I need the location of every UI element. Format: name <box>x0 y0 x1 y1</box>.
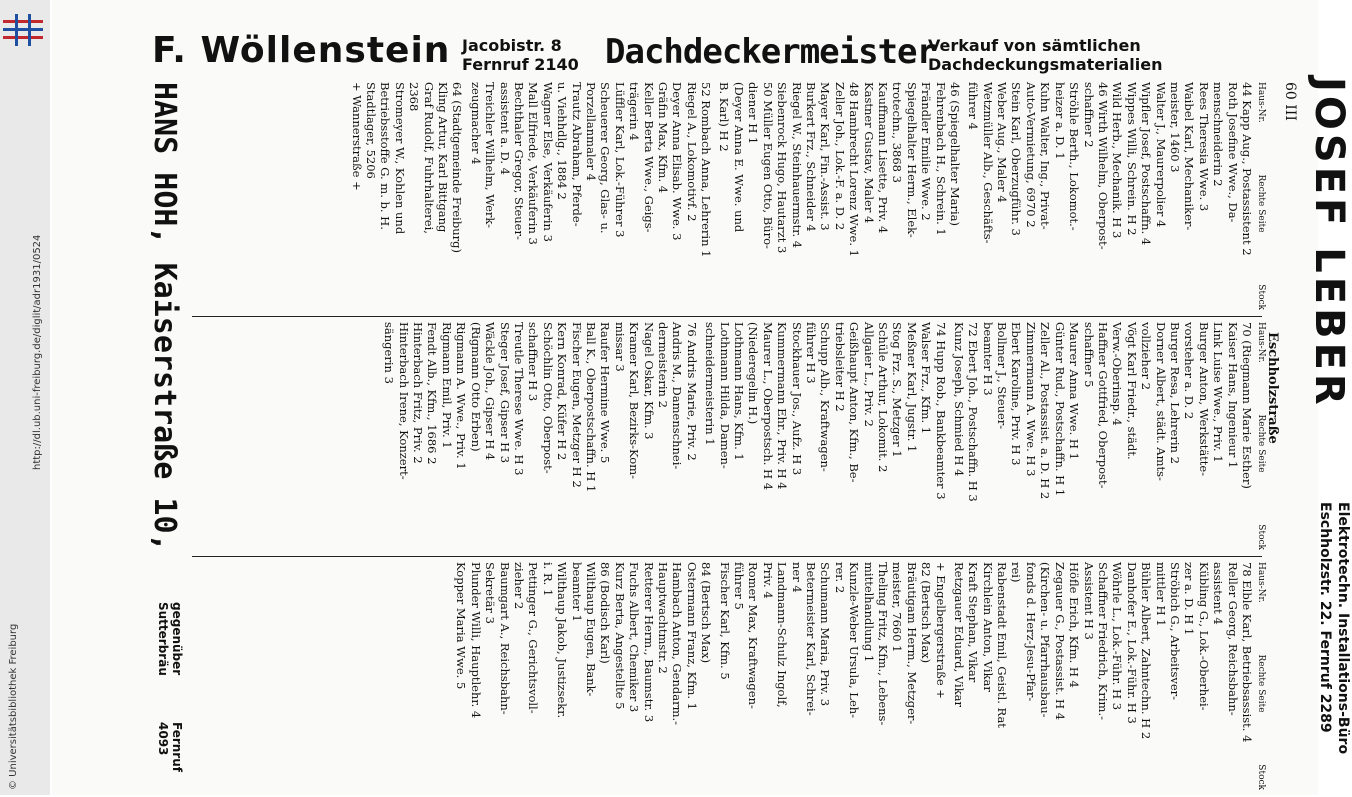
directory-entry: Fischer Eugen, Metzger H 2 <box>569 322 584 488</box>
directory-entry: Schaffner Friedrich, Krim.- <box>1095 562 1110 720</box>
directory-entry: beamter 1 <box>569 562 584 622</box>
directory-entry: Siebenrock Hugo, Hautarzt 3 <box>775 82 790 254</box>
directory-column <box>468 82 713 310</box>
directory-column <box>349 82 464 310</box>
directory-entry: trotechn., 3868 3 <box>890 82 905 183</box>
directory-entry: Kaiser Hans, Ingenieur 1 <box>1225 322 1240 469</box>
directory-entry: Zeller Al., Postassist. a. D. H 2 <box>1038 322 1053 500</box>
directory-entry: Lothmann Hans, Kfm. 1 <box>731 322 746 461</box>
directory-column <box>382 322 699 550</box>
directory-entry: Vögt Karl Friedr., städt. <box>1124 322 1139 460</box>
directory-entry: Landmann-Schulz Ingolf, <box>775 562 790 708</box>
directory-entry: Kramer Karl, Bezirks-Kom- <box>627 322 642 479</box>
directory-entry: Fendt Alb., Kfm., 1686 2 <box>425 322 440 465</box>
directory-entry: Geißhaupt Anton, Kfm., Be- <box>847 322 862 483</box>
directory-entry: Bollmer J., Steuer- <box>995 322 1010 430</box>
directory-entry: Fehrenbach H., Schrein. 1 <box>933 82 948 236</box>
directory-entry: Stein Karl, Oberzugführ. 3 <box>1009 82 1024 236</box>
directory-entry: 84 (Bertsch Max) <box>699 562 714 664</box>
directory-entry: Schupp Alb., Kraftwagen- <box>818 322 833 472</box>
hoh-phone: Fernruf 4093 <box>156 722 184 772</box>
directory-entry: (Deyer Anna E. Wwe. und <box>731 82 746 233</box>
directory-entry: Hinterbach Fritz, Priv. 2 <box>411 322 426 464</box>
copyright-note: © Universitätsbibliothek Freiburg <box>8 623 19 790</box>
street-title: Eschholzstraße <box>1265 332 1280 444</box>
directory-entry: Steger Josef, Gipser H 3 <box>497 322 512 464</box>
directory-entry: Plunder Willi, Hauptlehr. 4 <box>468 562 483 719</box>
col-header-hausnr: Haus-Nr. <box>1256 562 1266 603</box>
directory-entry: + Wannerstraße + <box>349 82 364 191</box>
logo-icon <box>3 10 43 50</box>
rotated-directory <box>132 77 1352 797</box>
page-number: 60 III <box>1282 82 1298 121</box>
col-header-hausnr: Haus-Nr. <box>1256 82 1266 123</box>
directory-entry: 46 Wirth Wilhelm, Oberpost- <box>1095 82 1110 250</box>
directory-entry: Wagner Else, Verkäuferin 3 <box>540 82 555 242</box>
directory-column <box>951 562 1254 790</box>
directory-entry: Bechthaler Gregor, Steuer- <box>511 82 526 240</box>
directory-entry: B. Karl) H 2 <box>717 82 732 152</box>
directory-entry: (Rigmann Otto Erben) <box>468 322 483 452</box>
directory-entry: Wetzmüller Alb., Geschäfts- <box>980 82 995 244</box>
directory-entry: 48 Hambrecht Lorenz Wwe. 1 <box>847 82 862 257</box>
directory-entry: Bräutigam Herm., Metzger- <box>904 562 919 725</box>
directory-column <box>966 82 1254 310</box>
directory-entry: beamter H 3 <box>980 322 995 396</box>
directory-entry: Lothmann Hilda, Damen- <box>717 322 732 469</box>
directory-entry: Wipfler Josef, Postschaffn. 4 <box>1139 82 1154 246</box>
directory-entry: Graf Rudolf, Fuhrhalterei, <box>421 82 436 234</box>
directory-entry: führer 4 <box>966 82 981 130</box>
directory-entry: 82 (Bertsch Max) <box>919 562 934 664</box>
directory-entry: Meßner Karl, Jugstr. 1 <box>904 322 919 453</box>
directory-entry: 52 Rombach Anna, Lehrerin 1 <box>699 82 714 258</box>
directory-entry: Frändler Emilie Wwe. 2 <box>919 82 934 221</box>
directory-entry: assistent 4 <box>1211 562 1226 625</box>
directory-entry: meister, 7660 1 <box>890 562 905 653</box>
directory-entry: meister, 1460 3 <box>1167 82 1182 173</box>
directory-column <box>717 82 962 310</box>
directory-entry: führer H 3 <box>803 322 818 384</box>
directory-entry: 44 Kapp Aug., Postassistent 2 <box>1240 82 1254 256</box>
directory-entry: Rabenstadt Emil, Geistl. Rat <box>995 562 1010 728</box>
directory-entry: Zegauer G., Postassist. H 4 <box>1052 562 1067 721</box>
directory-entry: Kauffmann Lisette, Priv. 4 <box>875 82 890 234</box>
directory-entry: Bühler Albert, Zahntechn. H 2 <box>1139 562 1154 740</box>
directory-entry: Scheuerer Georg, Glas- u. <box>598 82 613 234</box>
directory-entry: assistent a. D. 4 <box>497 82 512 175</box>
directory-entry: i. R. 1 <box>540 562 555 597</box>
directory-entry: Treutle Therese Wwe. H 3 <box>511 322 526 476</box>
directory-entry: Wilthaup Eugen, Bank- <box>583 562 598 697</box>
directory-entry: ner 4 <box>789 562 804 593</box>
directory-entry: u. Viehhdlg., 1884 2 <box>555 82 570 200</box>
directory-entry: (Kirchen- u. Pfarrhausbau- <box>1038 562 1053 718</box>
col-header-side: Rechte Seite <box>1256 654 1266 713</box>
directory-entry: Riegel W., Steinhauermstr. 4 <box>789 82 804 249</box>
directory-entry: Link Luise Wwe., Priv. 1 <box>1211 322 1226 463</box>
directory-entry: Stog Frz. S., Metzger 1 <box>890 322 905 458</box>
directory-entry: Stadtlager, 5206 <box>363 82 378 179</box>
directory-entry: Stockhauer Jos., Aufz. H 3 <box>789 322 804 476</box>
directory-entry: 72 Ebert Joh., Postschaffn. H 3 <box>966 322 981 502</box>
directory-entry: Baumgart A., Reichsbahn- <box>497 562 512 715</box>
directory-entry: Schumann Maria, Priv. 3 <box>818 562 833 707</box>
directory-entry: sängerin 3 <box>382 322 397 384</box>
directory-entry: Ströhle Berth., Lokomot.- <box>1067 82 1082 231</box>
col-header-stock: Stock <box>1256 284 1266 310</box>
directory-entry: 86 (Bodisch Karl) <box>598 562 613 664</box>
directory-entry: Kastner Gustav, Maler 4 <box>861 82 876 224</box>
directory-entry: fonds d. Herz-Jesu-Pfar- <box>1023 562 1038 702</box>
column-header <box>1252 322 1268 550</box>
directory-entry: Stromeyer W., Kohlen und <box>392 82 407 235</box>
directory-entry: Reller Georg, Reichsbahn- <box>1225 562 1240 716</box>
directory-column <box>717 562 948 790</box>
directory-entry: Ströbich G., Arbeitsver- <box>1167 562 1182 701</box>
directory-entry: 74 Hupp Rob., Bankbeamter 3 <box>933 322 948 500</box>
directory-entry: Rees Theresia Wwe. 3 <box>1196 82 1211 212</box>
leber-info: Elektrotechn. Installations-Büro Eschholzstr. 22. Fernruf 2289 <box>1317 502 1351 755</box>
source-url[interactable]: http://dl.ub.uni-freiburg.de/diglit/adr1931/0524 <box>32 234 43 470</box>
directory-entry: Haffner Gottfried, Oberpost- <box>1095 322 1110 489</box>
ad-company-name: F. Wöllenstein <box>152 30 451 71</box>
ad-trade-title: Dachdeckermeister <box>605 32 936 72</box>
directory-entry: Andris M., Damenschnei- <box>670 322 685 470</box>
directory-entry: Danhofer E., Lok.-Führ. H 3 <box>1124 562 1139 724</box>
directory-entry: zieher 2 <box>511 562 526 610</box>
directory-entry: Gräfin Max, Kfm. 4 <box>655 82 670 194</box>
directory-entry: Auto-Vermietung, 6970 2 <box>1023 82 1038 228</box>
directory-column <box>951 322 1254 550</box>
directory-entry: triebsleiter H 2 <box>832 322 847 412</box>
directory-entry: heizer a. D. 1 <box>1052 82 1067 160</box>
ad-sales-text: Verkauf von sämtlichen Dachdeckungsmaterialien <box>928 36 1163 74</box>
directory-entry: Kirchlein Anton, Vikar <box>980 562 995 692</box>
directory-entry: Kraft Stephan, Vikar <box>966 562 981 683</box>
directory-entry: Trautz Abraham, Pferde- <box>569 82 584 227</box>
directory-entry: rer. 2 <box>832 562 847 594</box>
directory-entry: Rigmann A. Wwe., Priv. 1 <box>454 322 469 470</box>
directory-entry: Mall Elfriede, Verkäuferin 3 <box>526 82 541 245</box>
column-header <box>1252 82 1268 310</box>
directory-entry: zer a. D. H 1 <box>1182 562 1197 636</box>
directory-entry: Betermeister Karl, Schrei- <box>803 562 818 716</box>
directory-entry: Walser Frz., Kfm. 1 <box>919 322 934 435</box>
directory-entry: Spiegelhalter Herm., Elek- <box>904 82 919 238</box>
directory-entry: diener H 1 <box>746 82 761 145</box>
directory-entry: Hambach Anton, Gendarm.- <box>670 562 685 726</box>
directory-entry: Maurer Anna Wwe. H 1 <box>1067 322 1082 460</box>
directory-entry: Burkert Frz., Schneider 4 <box>803 82 818 232</box>
directory-entry: Wippes Willi, Schrein. H 2 <box>1124 82 1139 236</box>
leber-name: JOSEF LEBER <box>1306 77 1352 409</box>
directory-entry: Fischer Karl, Kfm. 5 <box>717 562 732 680</box>
directory-entry: Zeller Joh., Lok.-F. a. D. 2 <box>832 82 847 231</box>
directory-entry: Retzgauer Eduard, Vikar <box>951 562 966 708</box>
directory-entry: Betriebsstoffe G. m. b. H. <box>378 82 393 230</box>
directory-entry: Assistent H 3 <box>1081 562 1096 640</box>
directory-entry: vorsteher a. D. 2 <box>1182 322 1197 420</box>
directory-entry: Fuchs Albert, Chemiker 3 <box>627 562 642 713</box>
directory-entry: Burger Resa, Lehrerin 2 <box>1167 322 1182 464</box>
directory-entry: Romer Max, Kraftwagen- <box>746 562 761 709</box>
col-header-side: Rechte Seite <box>1256 414 1266 473</box>
directory-entry: Ebert Karoline, Priv. H 3 <box>1009 322 1024 466</box>
directory-entry: Porzellanmaler 4 <box>583 82 598 181</box>
col-header-side: Rechte Seite <box>1256 174 1266 233</box>
directory-entry: Deyer Anna Elisab. Wwe. 3 <box>670 82 685 241</box>
directory-entry: Walter J., Maurerpolier 4 <box>1153 82 1168 228</box>
directory-entry: Kopper Maria Wwe. 5 <box>454 562 469 690</box>
directory-entry: Hinterbach Irene, Konzert- <box>396 322 411 480</box>
directory-entry: Burger Anton, Werkstätte- <box>1196 322 1211 477</box>
directory-entry: 2368 <box>407 82 422 112</box>
directory-entry: Weber Aug., Maler 4 <box>995 82 1010 203</box>
directory-entry: Nagel Oskar, Kfm. 3 <box>641 322 656 440</box>
directory-entry: Ostermann Franz, Kfm. 1 <box>684 562 699 710</box>
column-header <box>1252 562 1268 790</box>
directory-entry: Wild Herb., Mechanik. H 3 <box>1110 82 1125 239</box>
directory-entry: menschneiderin 2 <box>1211 82 1226 187</box>
directory-entry: Maurer L., Oberpostsch. H 4 <box>760 322 775 491</box>
directory-entry: Wöhrle L., Lok.-Führ. H 3 <box>1110 562 1125 711</box>
directory-entry: Retterer Herm., Baumstr. 3 <box>641 562 656 723</box>
directory-entry: Kling Artur, Karl Bittgang <box>436 82 450 233</box>
directory-entry: Lüffler Karl, Lok.-Führer 3 <box>612 82 627 238</box>
directory-entry: schneidermeisterin 1 <box>703 322 718 446</box>
directory-entry: Treichler Wilhelm, Werk- <box>483 82 498 229</box>
directory-entry: 64 (Stadtgemeinde Freiburg) <box>450 82 465 253</box>
directory-entry: Roth Josefine Wwe., Da- <box>1225 82 1240 223</box>
directory-entry: Raufer Hermine Wwe. 5 <box>598 322 613 464</box>
directory-entry: Priv. 4 <box>760 562 775 599</box>
directory-entry: Kern Konrad, Küfer H 2 <box>555 322 570 461</box>
directory-entry: 70 (Riegmann Marie Esther) <box>1240 322 1254 489</box>
directory-entry: dermeisterin 2 <box>656 322 670 408</box>
directory-entry: Verw.-Oberinsp. 4 <box>1110 322 1125 426</box>
directory-entry: Allgaier L., Priv. 2 <box>861 322 876 427</box>
directory-entry: Zimmermann A. Wwe. H 3 <box>1023 322 1038 477</box>
col-header-hausnr: Haus-Nr. <box>1256 322 1266 363</box>
directory-entry: Günter Rud., Postschaffn. H 1 <box>1052 322 1067 497</box>
column-divider <box>192 556 1262 557</box>
directory-entry: schaffner H 3 <box>526 322 541 402</box>
directory-entry: + Engelbergerstraße + <box>933 562 948 699</box>
directory-entry: (Niederegelin H.) <box>746 322 761 425</box>
directory-entry: Hauptwachtmstr. 2 <box>655 562 670 674</box>
directory-entry: Pettinger G., Gerichtsvoll- <box>526 562 541 714</box>
col-header-stock: Stock <box>1256 764 1266 790</box>
directory-entry: Kunzle-Weber Ursula, Leh- <box>847 562 862 719</box>
directory-entry: Wilthaup Jakob, Justizsekr. <box>555 562 570 719</box>
directory-entry: Höfle Erich, Kfm. H 4 <box>1067 562 1082 688</box>
ad-woellenstein <box>52 30 1318 80</box>
scanned-page <box>52 0 1352 795</box>
column-divider <box>192 316 1262 317</box>
ad-address: Jacobistr. 8 Fernruf 2140 <box>462 36 579 74</box>
directory-entry: vollzieher 2 <box>1139 322 1154 391</box>
directory-entry: Riegel A., Lokomotivf. 2 <box>684 82 699 222</box>
directory-entry: Waibel Karl, Mechaniker- <box>1182 82 1197 231</box>
hoh-note: gegenüber Sutterbräu <box>156 602 184 676</box>
directory-entry: Kummermann Ehr., Priv. H 4 <box>775 322 790 490</box>
directory-entry: 50 Müller Eugen Otto, Büro- <box>760 82 775 249</box>
directory-entry: 78 Elble Karl, Betriebsassist. 4 <box>1240 562 1254 743</box>
directory-entry: Ball K., Oberpostschaffn. H 1 <box>583 322 598 493</box>
directory-entry: zeugmacher 4 <box>468 82 483 165</box>
directory-entry: 76 Andris Marie, Priv. 2 <box>684 322 699 461</box>
directory-entry: Schöchlin Otto, Oberpost- <box>540 322 555 474</box>
directory-entry: Kübling G., Lok.-Oberhei- <box>1196 562 1211 711</box>
directory-entry: schaffner 2 <box>1081 82 1096 148</box>
directory-column <box>454 562 713 790</box>
directory-entry: Dorner Albert, städt. Amts- <box>1153 322 1168 481</box>
directory-entry: Kurz Berta, Angestellte 5 <box>612 562 627 710</box>
directory-entry: missar 3 <box>612 322 627 372</box>
directory-entry: mittler H 1 <box>1153 562 1168 627</box>
directory-entry: führer 5 <box>731 562 746 610</box>
directory-entry: Keller Berta Wwe., Geigs- <box>641 82 656 233</box>
directory-entry: Kuhn Walter, Ing., Privat- <box>1038 82 1053 230</box>
directory-entry: schaffner 5 <box>1081 322 1096 388</box>
ad-hoh: HANS HOH, Kaiserstraße 10, <box>147 82 182 552</box>
directory-entry: Schüle Arthur, Lokomit. 2 <box>875 322 890 473</box>
directory-entry: Rigmann Emil, Priv. 1 <box>439 322 454 449</box>
directory-entry: Kunz Joseph, Schmied H 4 <box>951 322 966 477</box>
directory-entry: Theling Fritz, Kfm., Lebens- <box>875 562 890 726</box>
directory-entry: Wäckle Joh., Gipser H 4 <box>483 322 498 461</box>
directory-entry: Mayer Karl, Fin.-Assist. 3 <box>818 82 833 231</box>
col-header-stock: Stock <box>1256 524 1266 550</box>
directory-entry: trägerin 4 <box>627 82 642 141</box>
directory-entry: Sekretär 3 <box>483 562 498 624</box>
directory-entry: mittelhandlung 1 <box>861 562 876 663</box>
viewer-sidebar <box>0 0 50 795</box>
directory-entry: rei) <box>1009 562 1024 583</box>
directory-entry: 46 (Spiegelhalter Maria) <box>948 82 962 227</box>
directory-column <box>703 322 948 550</box>
